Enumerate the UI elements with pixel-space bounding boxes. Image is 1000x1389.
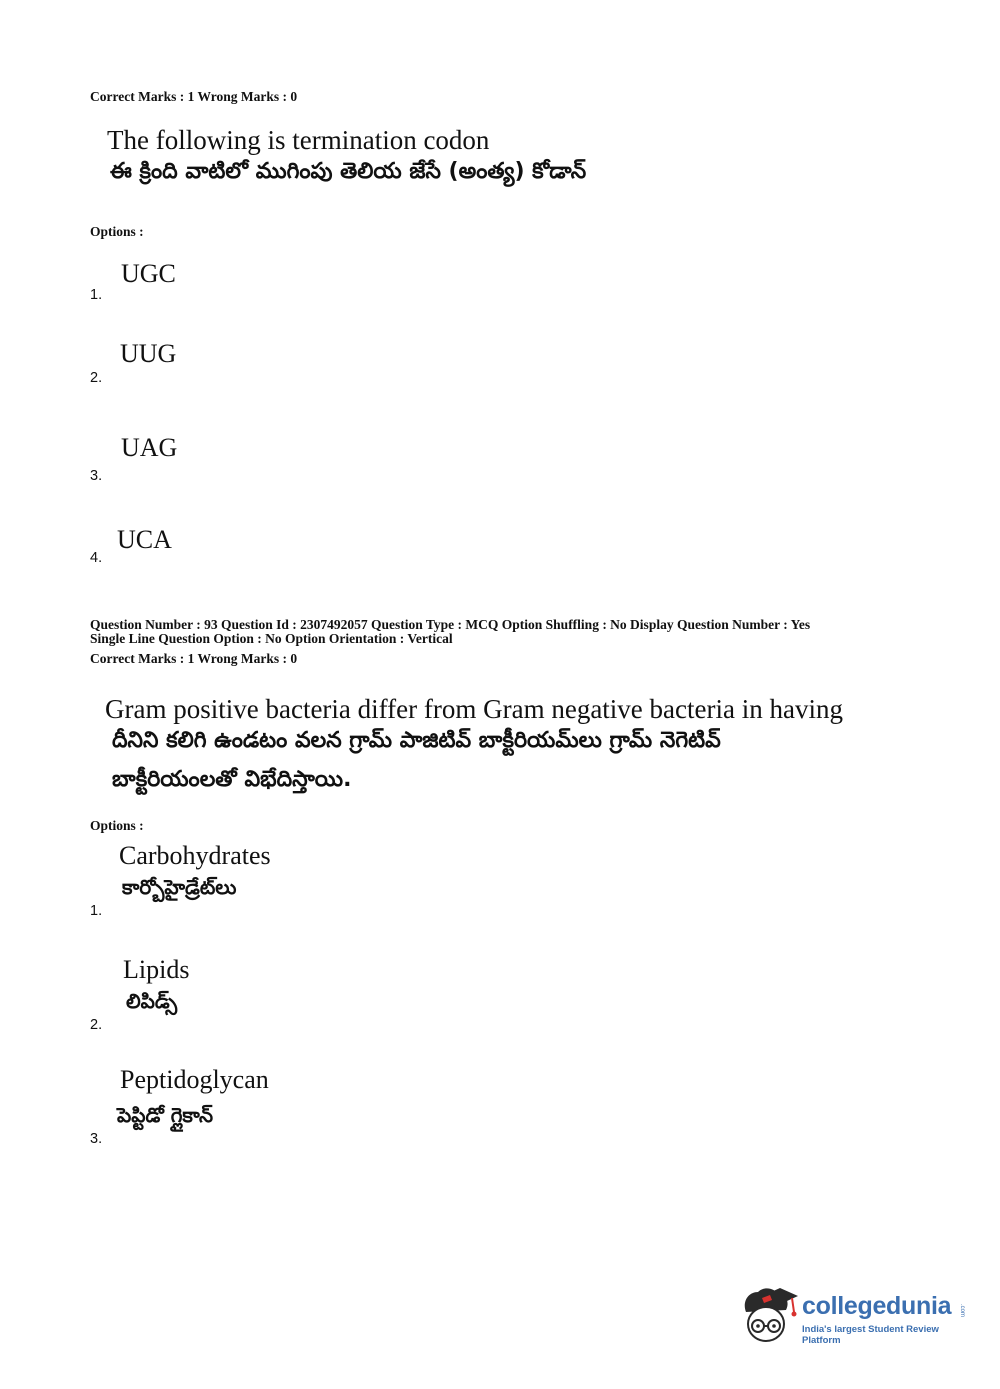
q93-option-2-text[interactable]: Lipids	[123, 955, 190, 984]
q92-question-telugu: ఈ క్రింది వాటిలో ముగింపు తెలియ జేసే (అంత్య) కోడాన్	[110, 159, 587, 184]
q92-marks: Correct Marks : 1 Wrong Marks : 0	[90, 89, 298, 104]
q92-option-2-text[interactable]: UUG	[120, 339, 177, 368]
q92-options-label: Options :	[90, 224, 144, 239]
logo-word-college: college	[802, 1292, 887, 1320]
q93-option-3-number: 3.	[90, 1131, 103, 1147]
q92-option-3-text[interactable]: UAG	[121, 433, 178, 462]
q92-option-4-number: 4.	[90, 550, 103, 566]
collegedunia-logo[interactable]	[740, 1282, 970, 1348]
q93-question-english: Gram positive bacteria differ from Gram negative bacteria in having	[105, 694, 843, 724]
q93-marks: Correct Marks : 1 Wrong Marks : 0	[90, 651, 298, 666]
logo-com-suffix: .com	[959, 1304, 965, 1318]
q93-options-label: Options :	[90, 818, 144, 833]
q93-option-3-telugu: పెప్టిడో గ్లైకాన్	[117, 1103, 214, 1127]
q93-option-3-text[interactable]: Peptidoglycan	[120, 1065, 269, 1094]
q92-option-1-number: 1.	[90, 287, 103, 303]
q93-meta-line-2: Single Line Question Option : No Option Orientation : Vertical	[90, 631, 453, 646]
q93-option-2-number: 2.	[90, 1017, 103, 1033]
q93-option-1-text[interactable]: Carbohydrates	[119, 841, 271, 870]
q92-option-1-text[interactable]: UGC	[121, 259, 176, 288]
q93-meta-line-1: Question Number : 93 Question Id : 2307492057 Question Type : MCQ Option Shuffling : No Display Question Number : Yes	[90, 617, 811, 632]
q93-option-2-telugu: లిపిడ్స్	[126, 989, 178, 1013]
q93-option-1-number: 1.	[90, 903, 103, 919]
q93-question-telugu-line-1: దీనిని కలిగి ఉండటం వలన గ్రామ్ పాజిటివ్ బాక్టీరియమ్‌లు గ్రామ్ నెగెటివ్	[112, 728, 721, 753]
q92-option-3-number: 3.	[90, 468, 103, 484]
q93-option-1-telugu: కార్బోహైడ్రేట్‌లు	[122, 875, 237, 899]
q92-question-english: The following is termination codon	[107, 125, 490, 155]
logo-wordmark	[802, 1292, 951, 1320]
logo-word-dunia: dunia	[886, 1292, 952, 1320]
logo-tagline: India's largest Student Review Platform	[802, 1324, 939, 1346]
student-mascot-icon	[740, 1284, 798, 1344]
q92-option-4-text[interactable]: UCA	[117, 525, 172, 554]
q92-option-2-number: 2.	[90, 370, 103, 386]
q93-question-telugu-line-2: బాక్టీరియంలతో విభేదిస్తాయి.	[112, 767, 352, 792]
